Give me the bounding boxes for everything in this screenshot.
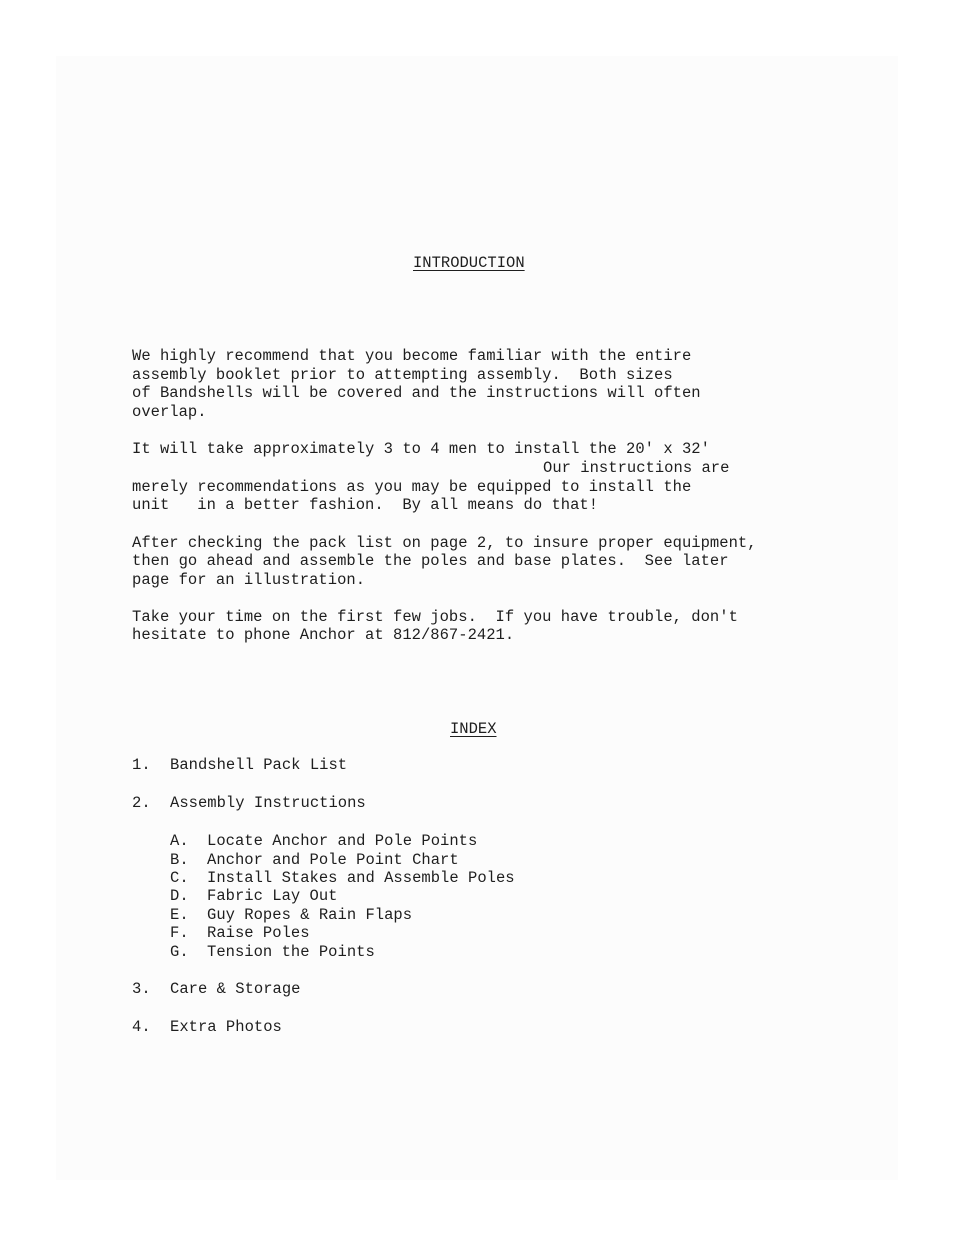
paragraph-line: It will take approximately 3 to 4 men to install the 20' x 32': [132, 440, 710, 458]
index-item-number: 4.: [132, 1018, 151, 1036]
paragraph-line: Our instructions are: [543, 459, 730, 477]
paragraph-line: Take your time on the first few jobs. If you have trouble, don't: [132, 608, 738, 626]
paragraph-line: unit in a better fashion. By all means do that!: [132, 496, 599, 514]
index-subitem-label: Locate Anchor and Pole Points: [207, 832, 478, 850]
paragraph-line: We highly recommend that you become familiar with the entire: [132, 347, 692, 365]
index-subitem-letter: E.: [170, 906, 189, 924]
index-subitem-letter: F.: [170, 924, 189, 942]
paragraph-line: assembly booklet prior to attempting assembly. Both sizes: [132, 366, 673, 384]
paragraph-line: merely recommendations as you may be equipped to install the: [132, 478, 692, 496]
index-subitem-label: Raise Poles: [207, 924, 310, 942]
intro-heading: INTRODUCTION: [413, 254, 525, 272]
index-subitem-label: Guy Ropes & Rain Flaps: [207, 906, 413, 924]
index-item-number: 3.: [132, 980, 151, 998]
paragraph-line: hesitate to phone Anchor at 812/867-2421.: [132, 626, 515, 644]
index-item-label: Assembly Instructions: [170, 794, 366, 812]
index-subitem-letter: G.: [170, 943, 189, 961]
index-subitem-label: Install Stakes and Assemble Poles: [207, 869, 515, 887]
paragraph-line: page for an illustration.: [132, 571, 366, 589]
index-item-label: Bandshell Pack List: [170, 756, 348, 774]
paragraph-line: After checking the pack list on page 2, to insure proper equipment,: [132, 534, 757, 552]
index-subitem-letter: B.: [170, 851, 189, 869]
index-subitem-letter: C.: [170, 869, 189, 887]
paragraph-line: then go ahead and assemble the poles and base plates. See later: [132, 552, 729, 570]
index-item-number: 2.: [132, 794, 151, 812]
index-subitem-letter: A.: [170, 832, 189, 850]
index-subitem-letter: D.: [170, 887, 189, 905]
index-subitem-label: Tension the Points: [207, 943, 375, 961]
index-heading: INDEX: [450, 720, 497, 738]
index-item-label: Extra Photos: [170, 1018, 282, 1036]
paragraph-line: of Bandshells will be covered and the instructions will often: [132, 384, 701, 402]
index-item-label: Care & Storage: [170, 980, 301, 998]
paragraph-line: overlap.: [132, 403, 207, 421]
index-subitem-label: Anchor and Pole Point Chart: [207, 851, 459, 869]
index-subitem-label: Fabric Lay Out: [207, 887, 338, 905]
index-item-number: 1.: [132, 756, 151, 774]
